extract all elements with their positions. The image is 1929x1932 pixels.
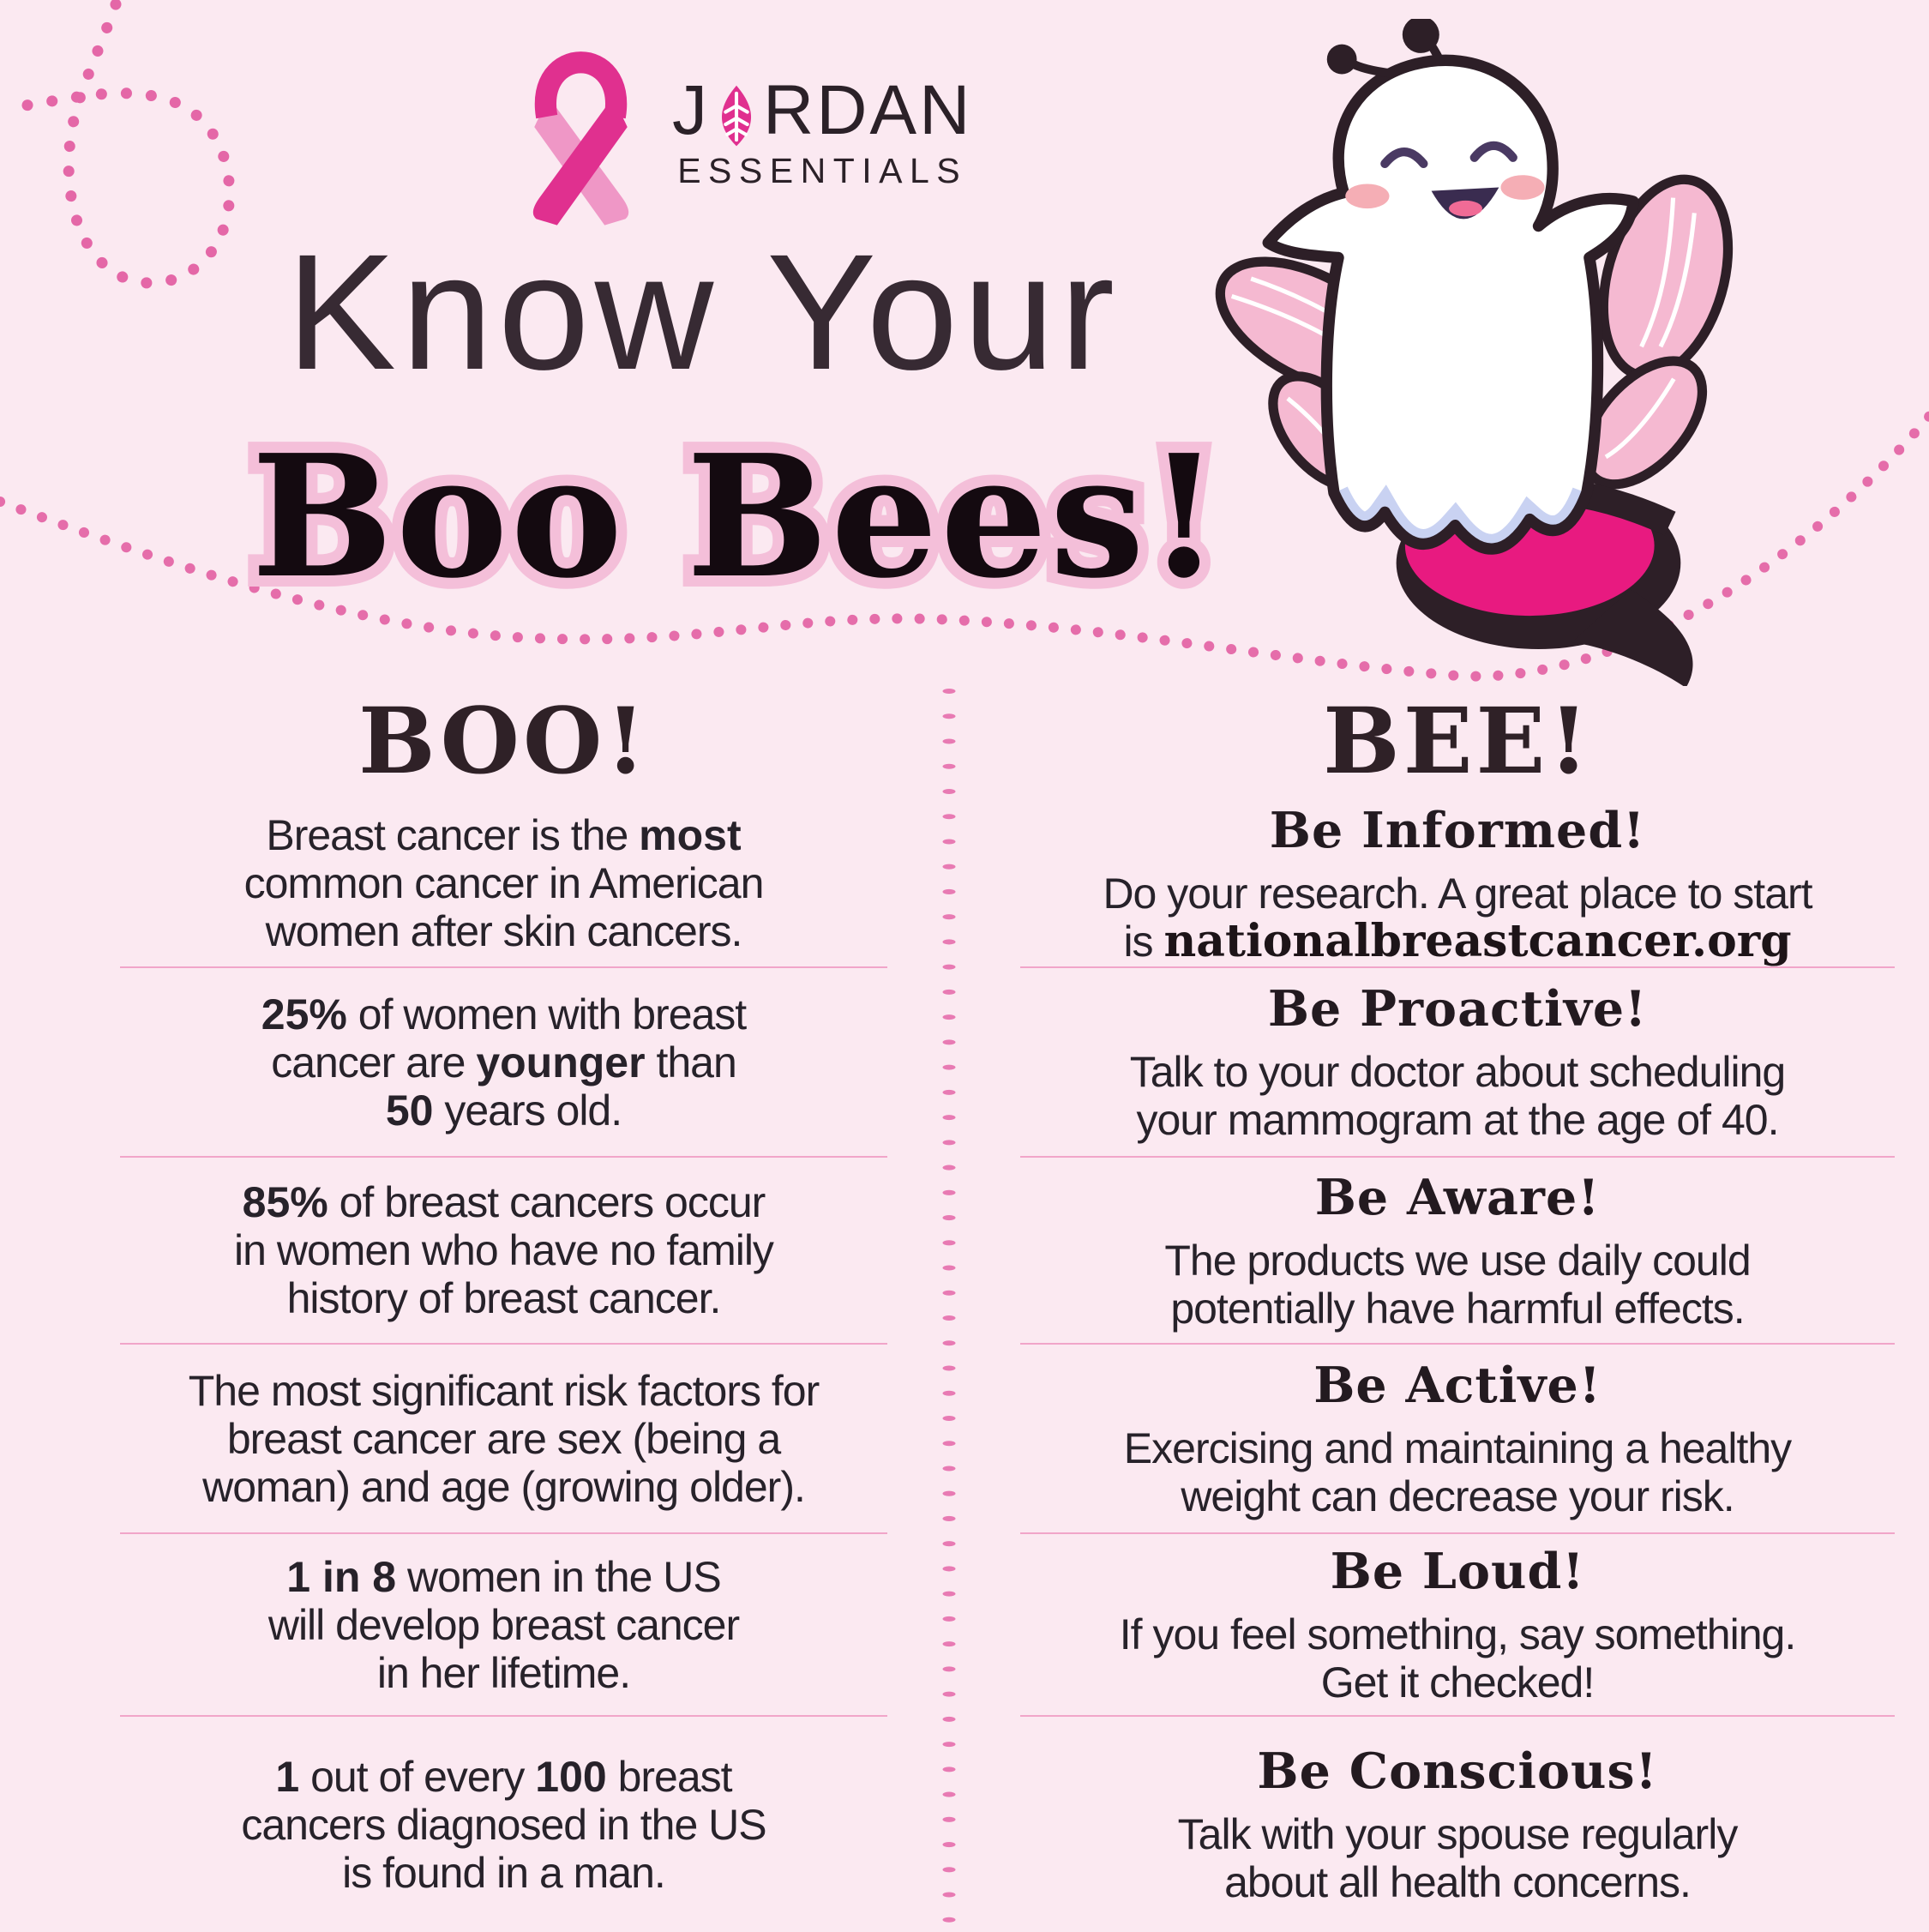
- awareness-ribbon-icon: [502, 26, 660, 227]
- body-text: Talk to your doctor about scheduling your mammogram at the age of 40.: [1129, 1048, 1786, 1144]
- tip-title: Be Aware!: [1314, 1168, 1601, 1226]
- leaf-icon: [712, 84, 760, 149]
- body-text: 1 out of every 100 breast cancers diagnosed in the US is found in a man.: [241, 1752, 766, 1897]
- tip-title: Be Loud!: [1330, 1543, 1585, 1600]
- title-line2: [0, 417, 1475, 618]
- fact-item: [120, 1534, 887, 1717]
- bee-heading: BEE!: [1323, 687, 1592, 794]
- fact-item: [120, 800, 887, 968]
- title-line1: Know Your: [285, 220, 1121, 404]
- tip-item: [1020, 968, 1895, 1158]
- bee-tips-list: [1020, 800, 1895, 1932]
- tongue: [1449, 201, 1482, 216]
- bee-tips-column: [1020, 682, 1895, 1932]
- fact-item: [120, 1345, 887, 1534]
- cheek-right: [1500, 175, 1544, 200]
- tip-title: Be Proactive!: [1267, 980, 1648, 1038]
- boo-facts-column: [120, 682, 887, 1932]
- body-text: 85% of breast cancers occur in women who have no family history of breast cancer.: [234, 1178, 773, 1322]
- fact-item: [120, 1158, 887, 1345]
- body-text: Breast cancer is the most common cancer in American women after skin cancers.: [243, 811, 764, 955]
- boo-facts-list: [120, 800, 887, 1932]
- body-text: The most significant risk factors for breast cancer are sex (being a woman) and age (growing older).: [188, 1366, 820, 1511]
- tip-item: [1020, 1345, 1895, 1534]
- logo-wordmark: [672, 26, 972, 191]
- body-text: Do your research. A great place to start is nationalbreastcancer.org: [1103, 869, 1812, 967]
- tip-item: [1020, 1534, 1895, 1717]
- tip-item: [1020, 1717, 1895, 1932]
- body-text: Exercising and maintaining a healthy weight can decrease your risk.: [1123, 1424, 1792, 1520]
- fact-item: [120, 968, 887, 1158]
- body-text: 25% of women with breast cancer are younger than 50 years old.: [261, 990, 747, 1135]
- tip-title: Be Active!: [1313, 1357, 1601, 1414]
- cheek-left: [1345, 184, 1389, 208]
- tip-item: [1020, 1158, 1895, 1345]
- tip-item: [1020, 800, 1895, 968]
- boo-heading: BOO!: [358, 687, 649, 794]
- brand-pre: J: [672, 71, 710, 149]
- body-text: Talk with your spouse regularly about all health concerns.: [1177, 1810, 1738, 1906]
- tip-title: Be Conscious!: [1257, 1742, 1658, 1800]
- title-line2-text: Boo Bees! Boo Bees!: [251, 417, 1223, 618]
- body-text: 1 in 8 women in the US will develop breast cancer in her lifetime.: [267, 1552, 740, 1697]
- body-text: The products we use daily could potentially have harmful effects.: [1164, 1236, 1751, 1333]
- body-text: If you feel something, say something. Get it checked!: [1119, 1610, 1796, 1706]
- jordan-essentials-logo: [502, 26, 972, 227]
- brand-sub: ESSENTIALS: [677, 151, 968, 190]
- brand-name: [672, 71, 973, 149]
- fact-item: [120, 1717, 887, 1932]
- brand-post: RDAN: [763, 71, 973, 149]
- tip-title: Be Informed!: [1269, 801, 1646, 859]
